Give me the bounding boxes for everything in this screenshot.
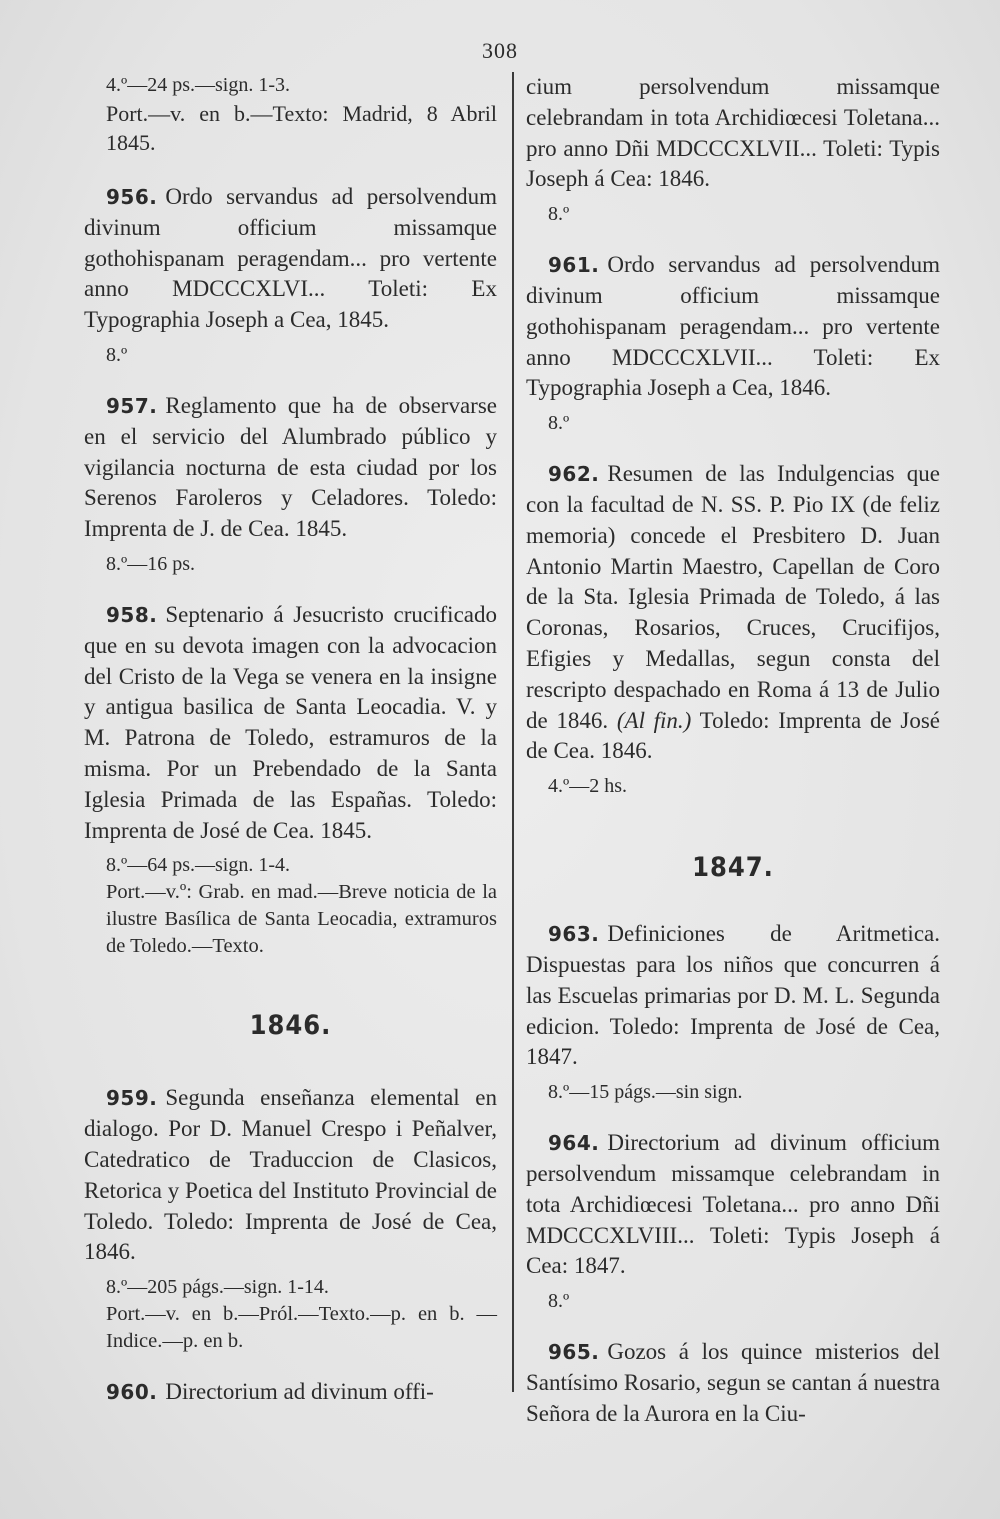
entry-text: cium persolvendum missamque celebrandam in tota Archidiœcesi Toletana... pro anno Dñi MDCCCXLVII... Toleti: Typis Joseph á Cea: 1846. [526,74,940,192]
meta-line: Port.—v. en b.—Texto: Madrid, 8 Abril 1845. [106,101,497,155]
entry-format: 8.º [106,343,128,366]
entry-number: 956. [106,185,158,209]
catalog-entry-959 [84,1083,497,1355]
entry-format: 8.º—64 ps.—sign. 1-4. [106,854,290,877]
entry-colophon-note: (Al fin.) [616,707,692,733]
continued-entry-meta [84,72,497,157]
entry-number: 964. [548,1131,600,1156]
catalog-entry-957 [84,391,497,578]
entry-body: Ordo servandus ad persolvendum divinum officium missamque gothohispanam peragendam... pro vertente anno MDCCCXLVII... Toleti: Ex Typographia Joseph a Cea, 1846. [526,252,940,401]
catalog-entry-958 [84,600,497,960]
entry-number: 957. [106,393,158,418]
entry-text [84,1083,497,1268]
entry-text [526,250,940,404]
entry-format: 8.º—15 págs.—sin sign. [548,1081,743,1104]
entry-imprint: Toledo: Imprenta de José de Cea. 1846. [526,707,940,764]
entry-text [526,919,940,1073]
entry-text [84,182,497,336]
entry-text [526,1128,940,1282]
entry-format: 8.º—205 págs.—sign. 1-14. [106,1276,329,1299]
year-heading-1847: 1847. [692,852,774,884]
catalog-entry-956 [84,182,497,369]
catalog-entry-961 [526,250,940,437]
entry-body: Ordo servandus ad persolvendum divinum officium missamque gothohispanam peragendam... pro vertente anno MDCCCXLVI... Toleti: Ex Typographia Joseph a Cea, 1845. [84,184,497,333]
entry-description: Port.—v. en b.—Pról.—Texto.—p. en b. —Indice.—p. en b. [106,1303,497,1353]
entry-text [84,391,497,545]
entry-body: Reglamento que ha de observarse en el servicio del Alumbrado público y vigilancia nocturna de esta ciudad por los Serenos Faroleros y Celadores. Toledo: Imprenta de J. de Cea. 1845. [84,392,497,542]
entry-text [84,1377,497,1408]
entry-body: Segunda enseñanza elemental en dialogo. Por D. Manuel Crespo i Peñalver, Catedratico de Traduccion de Clasicos, Retorica y Poetica del Instituto Provincial de Toledo. Toledo: Imprenta de José de Cea, 1846. [84,1085,497,1265]
catalog-entry-962 [526,459,940,800]
column-divider [512,72,514,1392]
page-number: 308 [482,38,518,63]
entry-number: 961. [548,253,600,278]
entry-number: 958. [106,602,158,627]
entry-format: 8.º—16 ps. [106,552,195,575]
entry-body: Directorium ad divinum officium persolvendum missamque celebrandam in tota Archidiœcesi Toletana... pro anno Dñi MDCCCXLVIII... Toleti: Typis Joseph á Cea: 1847. [526,1130,940,1279]
continued-entry-960 [526,72,940,228]
entry-text [526,1337,940,1429]
entry-text [526,459,940,767]
entry-text [84,600,497,846]
entry-format: 8.º [548,412,570,435]
entry-body: Septenario á Jesucristo crucificado que en su devota imagen con la advocacion del Cristo de la Vega se venera en la insigne y antigua basilica de Santa Leocadia. V. y M. Patrona de Toledo, estramuros de la misma. Por un Prebendado de la Santa Iglesia Primada de las Españas. Toledo: Imprenta de José de Cea. 1845. [84,601,497,843]
catalog-entry-963 [526,919,940,1106]
entry-format: 4.º—2 hs. [548,775,627,798]
entry-description: Port.—v.º: Grab. en mad.—Breve noticia de la ilustre Basílica de Santa Leocadia, extramuros de Toledo.—Texto. [106,881,497,958]
entry-body: Resumen de las Indulgencias que con la facultad de N. SS. P. Pio IX (de feliz memoria) concede el Presbitero D. Juan Antonio Martin Maestro, Capellan de Coro de la Sta. Iglesia Primada de Toledo, á las Coronas, Rosarios, Cruces, Crucifijos, Efigies y Medallas, segun consta del rescripto despachado en Roma á 13 de Julio de 1846. [526,461,940,733]
entry-body: Directorium ad divinum offi- [165,1379,434,1405]
entry-body: Definiciones de Aritmetica. Dispuestas para los niños que concurren á las Escuelas primarias por D. M. L. Segunda edicion. Toledo: Imprenta de José de Cea, 1847. [526,921,940,1070]
entry-number: 963. [548,922,600,947]
left-column [84,72,497,1408]
entry-number: 960. [106,1380,158,1405]
entry-format: 8.º [548,1290,570,1313]
entry-number: 965. [548,1340,600,1365]
entry-body: Gozos á los quince misterios del Santísimo Rosario, segun se cantan á nuestra Señora de la Aurora en la Ciu- [526,1339,940,1426]
right-column [526,72,940,1430]
entry-number: 962. [548,462,600,487]
year-heading-1846: 1846. [249,1010,332,1042]
catalog-entry-964 [526,1128,940,1315]
entry-number: 959. [106,1086,158,1111]
catalog-entry-960 [84,1377,497,1408]
entry-format: 8.º [548,203,570,226]
meta-line: 4.º—24 ps.—sign. 1-3. [106,74,290,96]
catalog-entry-965 [526,1337,940,1429]
